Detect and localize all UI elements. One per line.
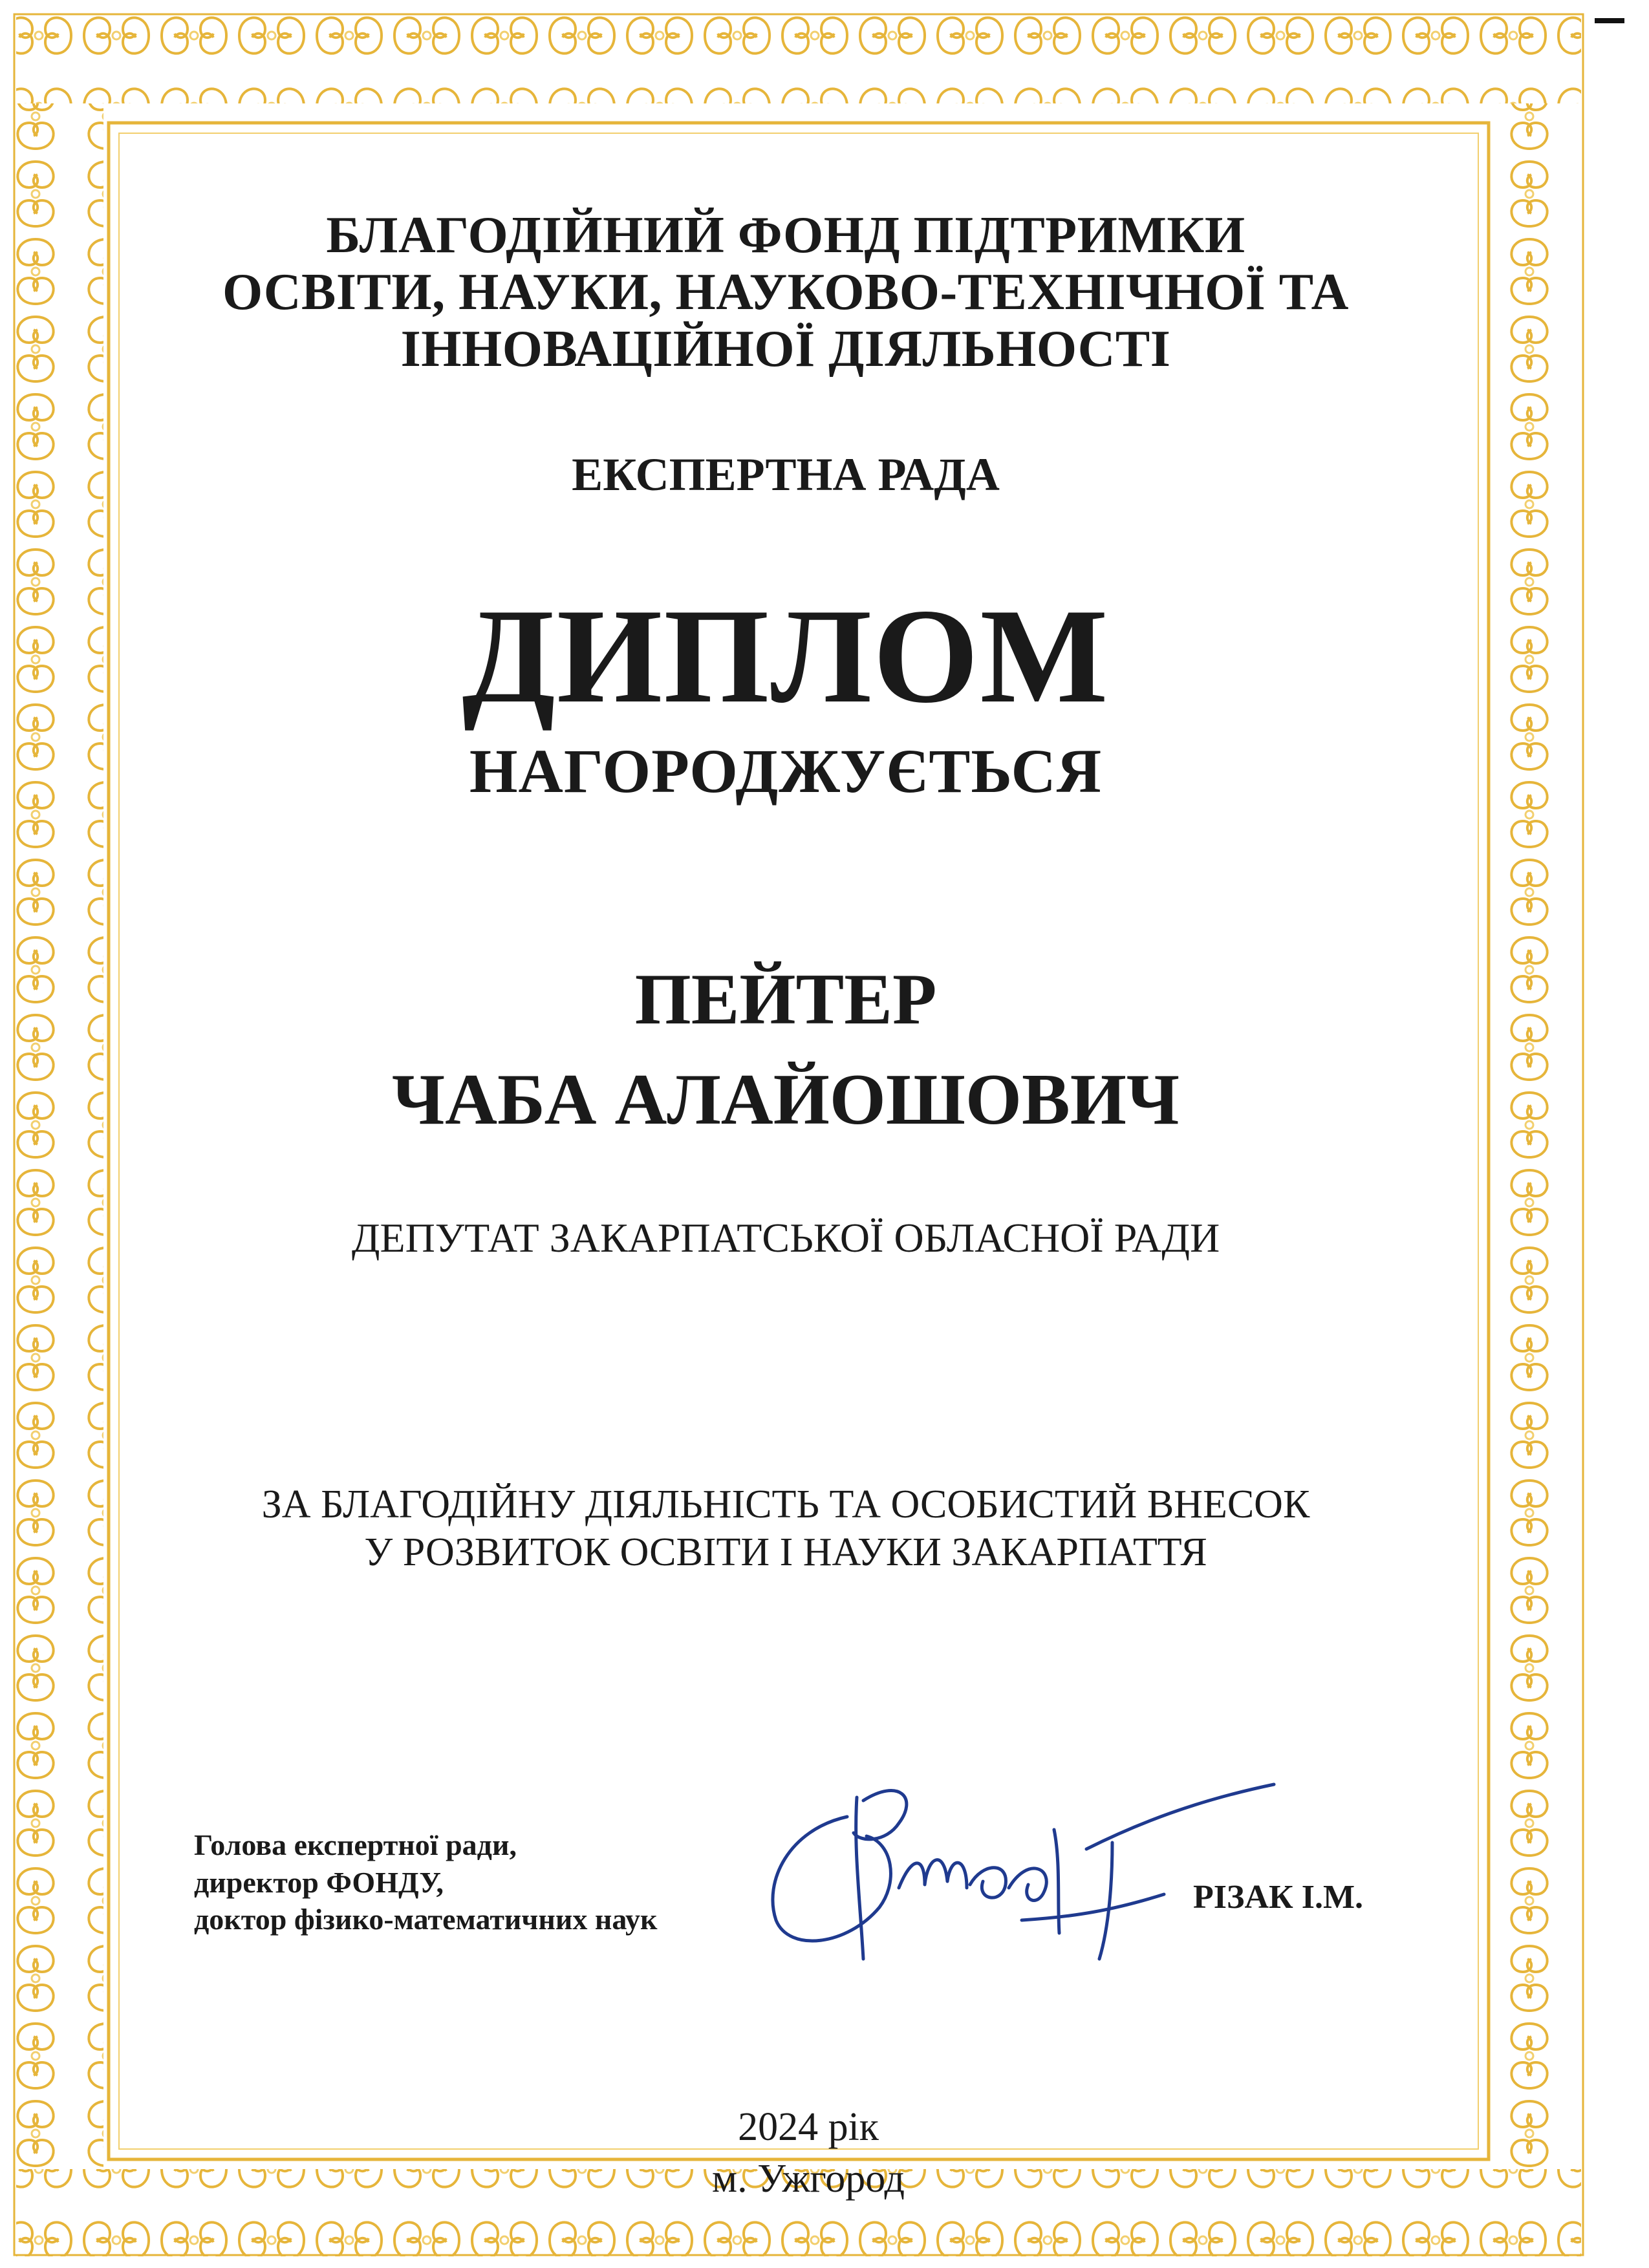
recipient-given-name: ЧАБА АЛАЙОШОВИЧ	[391, 1060, 1180, 1140]
recipient-surname: ПЕЙТЕР	[634, 959, 937, 1040]
issue-year: 2024 рік	[738, 2105, 879, 2149]
signatory-name: РІЗАК І.М.	[1193, 1879, 1364, 1916]
council-heading: ЕКСПЕРТНА РАДА	[572, 449, 1000, 500]
signatory-title	[194, 1826, 658, 1938]
awarded-heading: НАГОРОДЖУЄТЬСЯ	[469, 736, 1103, 806]
signatory-title-line: Голова експертної ради,	[194, 1828, 517, 1861]
foundation-line: ОСВІТИ, НАУКИ, НАУКОВО-ТЕХНІЧНОЇ ТА	[222, 264, 1349, 321]
award-reason	[168, 1481, 1403, 1577]
diploma-title: ДИПЛОМ	[462, 581, 1110, 731]
recipient-position: ДЕПУТАТ ЗАКАРПАТСЬКОЇ ОБЛАСНОЇ РАДИ	[351, 1215, 1220, 1261]
reason-line: ЗА БЛАГОДІЙНУ ДІЯЛЬНІСТЬ ТА ОСОБИСТИЙ ВНЕСОК	[261, 1482, 1310, 1526]
handwritten-signature	[750, 1771, 1306, 1978]
scan-edge-mark	[1595, 18, 1624, 23]
issue-city: м. Ужгород	[711, 2157, 905, 2201]
reason-line: У РОЗВИТОК ОСВІТИ І НАУКИ ЗАКАРПАТТЯ	[364, 1530, 1207, 1575]
foundation-line: БЛАГОДІЙНИЙ ФОНД ПІДТРИМКИ	[326, 207, 1245, 264]
foundation-title	[168, 207, 1403, 378]
signatory-title-line: доктор фізико-математичних наук	[194, 1903, 658, 1936]
foundation-line: ІННОВАЦІЙНОЇ ДІЯЛЬНОСТІ	[400, 321, 1171, 378]
signatory-title-line: директор ФОНДУ,	[194, 1865, 444, 1899]
